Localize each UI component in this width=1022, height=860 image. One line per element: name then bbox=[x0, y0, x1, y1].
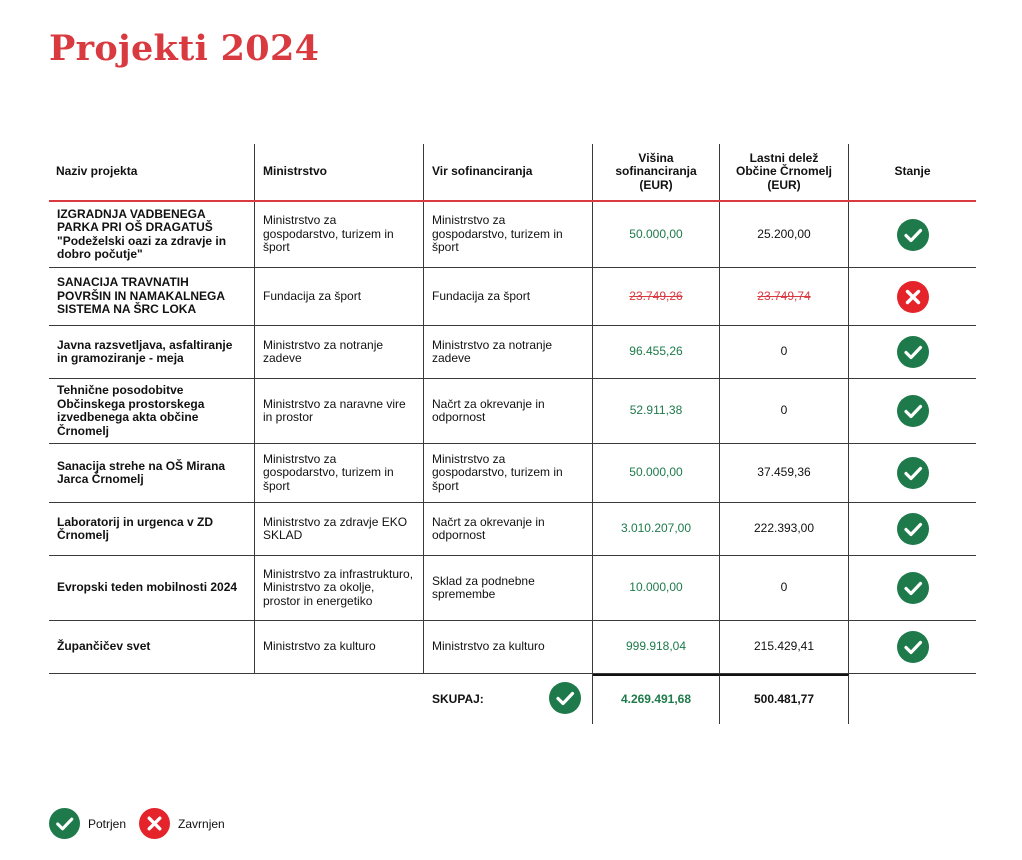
close-icon bbox=[897, 281, 929, 313]
legend-approved-label: Potrjen bbox=[88, 816, 127, 831]
project-own-share: 37.459,36 bbox=[720, 444, 849, 502]
total-label: SKUPAJ: bbox=[432, 692, 484, 706]
table-row bbox=[49, 503, 976, 556]
project-status bbox=[849, 444, 976, 502]
project-status bbox=[849, 379, 976, 443]
project-own-share: 215.429,41 bbox=[720, 621, 849, 673]
project-source: Načrt za okrevanje in odpornost bbox=[424, 503, 593, 555]
project-own-share: 25.200,00 bbox=[720, 202, 849, 267]
header-cofinancing: Višina sofinanciranja (EUR) bbox=[593, 144, 720, 200]
project-name: Evropski teden mobilnosti 2024 bbox=[49, 556, 255, 620]
project-source: Ministrstvo za notranje zadeve bbox=[424, 326, 593, 378]
check-icon bbox=[897, 336, 929, 368]
table-row bbox=[49, 268, 976, 326]
table-row bbox=[49, 326, 976, 379]
total-label-cell bbox=[49, 674, 593, 724]
header-name: Naziv projekta bbox=[49, 144, 255, 200]
check-icon bbox=[897, 395, 929, 427]
project-cofinancing: 96.455,26 bbox=[593, 326, 720, 378]
table-row bbox=[49, 556, 976, 621]
table-row bbox=[49, 621, 976, 674]
project-name: Javna razsvetljava, asfaltiranje in gramoziranje - meja bbox=[49, 326, 255, 378]
check-icon bbox=[897, 457, 929, 489]
project-own-share: 222.393,00 bbox=[720, 503, 849, 555]
total-own-share: 500.481,77 bbox=[720, 674, 849, 724]
project-ministry: Ministrstvo za gospodarstvo, turizem in šport bbox=[255, 202, 424, 267]
project-cofinancing: 52.911,38 bbox=[593, 379, 720, 443]
project-cofinancing: 23.749,26 bbox=[593, 268, 720, 325]
header-ministry: Ministrstvo bbox=[255, 144, 424, 200]
project-ministry: Ministrstvo za notranje zadeve bbox=[255, 326, 424, 378]
header-own-share: Lastni delež Občine Črnomelj (EUR) bbox=[720, 144, 849, 200]
table-row bbox=[49, 379, 976, 444]
project-cofinancing: 50.000,00 bbox=[593, 444, 720, 502]
table-body bbox=[49, 202, 976, 674]
check-icon bbox=[549, 682, 581, 714]
project-name: IZGRADNJA VADBENEGA PARKA PRI OŠ DRAGATUŠ "Podeželski oazi za zdravje in dobro počutje" bbox=[49, 202, 255, 267]
project-own-share: 0 bbox=[720, 326, 849, 378]
project-cofinancing: 3.010.207,00 bbox=[593, 503, 720, 555]
project-source: Ministrstvo za kulturo bbox=[424, 621, 593, 673]
project-name: Sanacija strehe na OŠ Mirana Jarca Črnomelj bbox=[49, 444, 255, 502]
project-source: Ministrstvo za gospodarstvo, turizem in šport bbox=[424, 444, 593, 502]
project-cofinancing: 999.918,04 bbox=[593, 621, 720, 673]
project-source: Ministrstvo za gospodarstvo, turizem in šport bbox=[424, 202, 593, 267]
project-ministry: Ministrstvo za infrastrukturo, Ministrstvo za okolje, prostor in energetiko bbox=[255, 556, 424, 620]
page-title: Projekti 2024 bbox=[49, 28, 320, 69]
project-status bbox=[849, 503, 976, 555]
table-header bbox=[49, 144, 976, 202]
project-name: SANACIJA TRAVNATIH POVRŠIN IN NAMAKALNEGA SISTEMA NA ŠRC LOKA bbox=[49, 268, 255, 325]
project-cofinancing: 50.000,00 bbox=[593, 202, 720, 267]
project-source: Fundacija za šport bbox=[424, 268, 593, 325]
project-status bbox=[849, 556, 976, 620]
check-icon bbox=[897, 219, 929, 251]
project-status bbox=[849, 268, 976, 325]
project-own-share: 23.749,74 bbox=[720, 268, 849, 325]
project-own-share: 0 bbox=[720, 556, 849, 620]
check-icon bbox=[897, 513, 929, 545]
legend-rejected-label: Zavrnjen bbox=[178, 816, 225, 831]
project-ministry: Ministrstvo za naravne vire in prostor bbox=[255, 379, 424, 443]
total-status-empty bbox=[849, 674, 976, 724]
project-name: Tehnične posodobitve Občinskega prostorskega izvedbenega akta občine Črnomelj bbox=[49, 379, 255, 443]
project-name: Župančičev svet bbox=[49, 621, 255, 673]
project-ministry: Ministrstvo za gospodarstvo, turizem in šport bbox=[255, 444, 424, 502]
project-cofinancing: 10.000,00 bbox=[593, 556, 720, 620]
total-row bbox=[49, 674, 976, 724]
project-source: Načrt za okrevanje in odpornost bbox=[424, 379, 593, 443]
project-source: Sklad za podnebne spremembe bbox=[424, 556, 593, 620]
close-icon bbox=[139, 808, 170, 839]
header-status: Stanje bbox=[894, 164, 931, 179]
table-row bbox=[49, 202, 976, 268]
project-own-share: 0 bbox=[720, 379, 849, 443]
check-icon bbox=[897, 631, 929, 663]
header-source: Vir sofinanciranja bbox=[424, 144, 593, 200]
project-ministry: Fundacija za šport bbox=[255, 268, 424, 325]
check-icon bbox=[49, 808, 80, 839]
project-status bbox=[849, 326, 976, 378]
check-icon bbox=[897, 572, 929, 604]
legend bbox=[49, 808, 238, 839]
project-name: Laboratorij in urgenca v ZD Črnomelj bbox=[49, 503, 255, 555]
project-status bbox=[849, 202, 976, 267]
table-row bbox=[49, 444, 976, 503]
total-cofinancing: 4.269.491,68 bbox=[593, 674, 720, 724]
project-ministry: Ministrstvo za zdravje EKO SKLAD bbox=[255, 503, 424, 555]
projects-table bbox=[49, 144, 976, 724]
project-status bbox=[849, 621, 976, 673]
project-ministry: Ministrstvo za kulturo bbox=[255, 621, 424, 673]
